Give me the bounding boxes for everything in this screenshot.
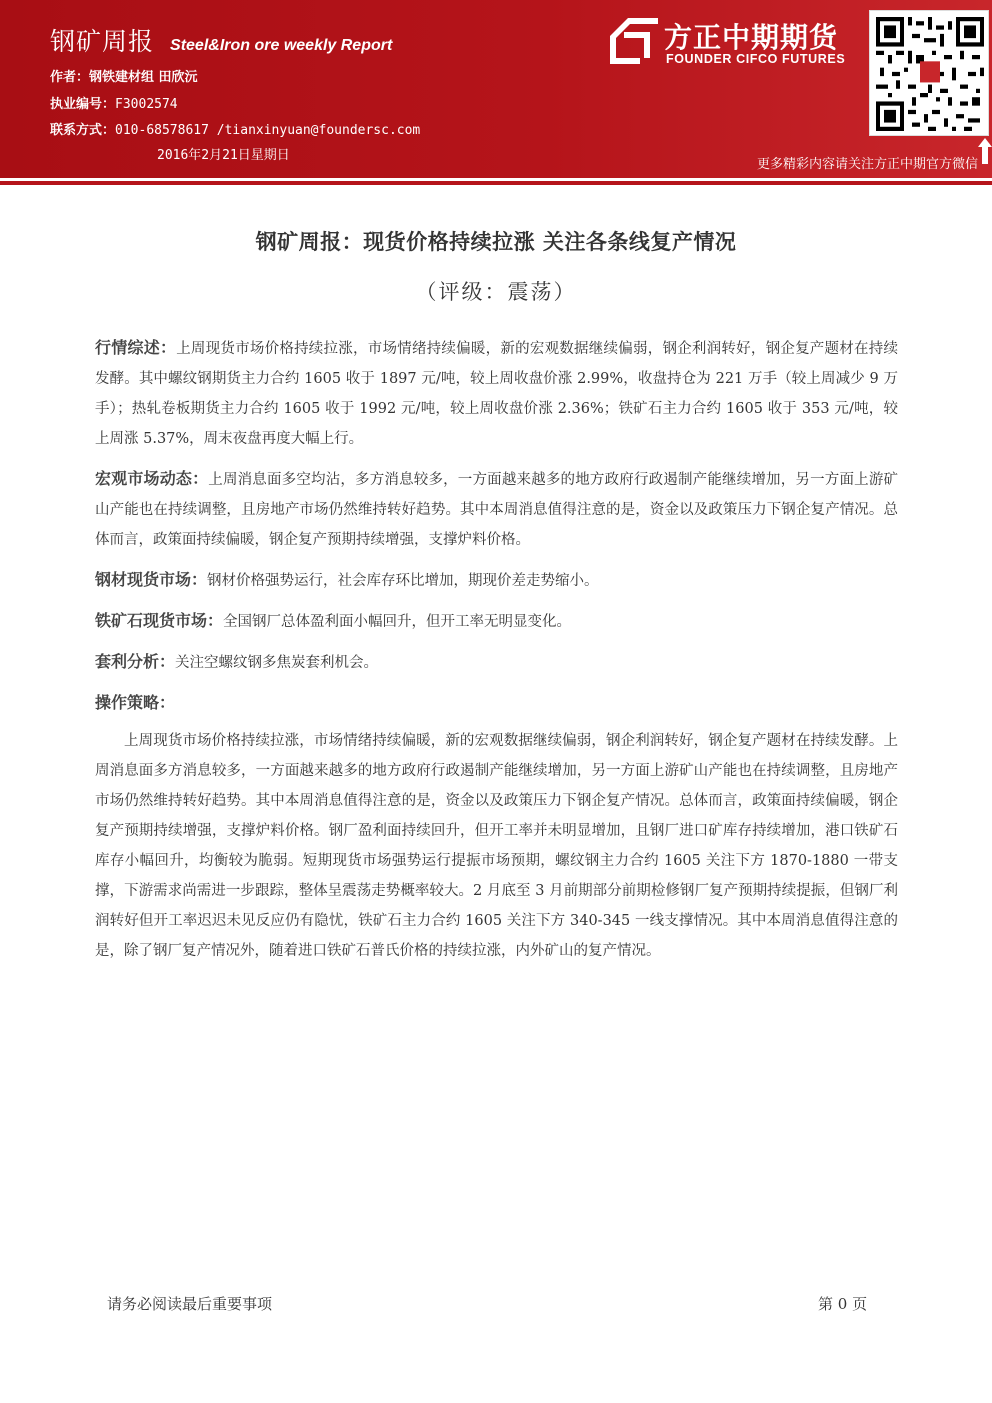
ore-spot-heading: 铁矿石现货市场： <box>95 611 224 630</box>
macro-dynamics <box>95 464 898 555</box>
page-number: 第 0 页 <box>818 1295 868 1313</box>
contact-line <box>50 119 420 138</box>
report-name-cn: 钢矿周报 <box>50 27 155 56</box>
license-label: 执业编号： <box>50 97 116 112</box>
corner-arrow-icon <box>978 138 992 164</box>
report-body <box>95 333 898 976</box>
report-name-en: Steel&Iron ore weekly Report <box>170 37 393 54</box>
ore-spot-text: 全国钢厂总体盈利面小幅回升，但开工率无明显变化。 <box>223 614 572 630</box>
license-line <box>50 93 178 112</box>
ore-spot-market <box>95 606 898 637</box>
arbitrage-analysis <box>95 647 898 678</box>
contact-label: 联系方式： <box>50 123 116 138</box>
header-rule-red <box>0 181 992 185</box>
logo-text-cn: 方正中期期货 <box>664 21 839 54</box>
strategy-text: 上周现货市场价格持续拉涨，市场情绪持续偏暖，新的宏观数据继续偏弱，钢企利润转好，钢企复产题材在持续发酵。上周消息面多方消息较多，一方面越来越多的地方政府行政遏制产能继续增加，另一方面上游矿山产能也在持续调整，且房地产市场仍然维持转好趋势。其中本周消息值得注意的是，资金以及政策压力下钢企复产情况。总体而言，政策面持续偏暖，钢企复产预期持续增强，支撑炉料价格。钢厂盈利面持续回升，但开工率并未明显增加，且钢厂进口矿库存持续增加，港口铁矿石库存小幅回升，均衡较为脆弱。短期现货市场强势运行提振市场预期，螺纹钢主力合约 1605 关注下方 1870-1880 一带支撑，下游需求尚需进一步跟踪，整体呈震荡走势概率较大。2 月底至 3 月前期部分前期检修钢厂复产预期持续提振，但钢厂利润转好但开工率迟迟未见反应仍有隐忧，铁矿石主力合约 1605 关注下方 340-345 一线支撑情况。其中本周消息值得注意的是，除了钢厂复产情况外，随着进口铁矿石普氏价格的持续拉涨，内外矿山的复产情况。 <box>95 733 898 959</box>
company-logo <box>610 18 865 70</box>
author-value: 钢铁建材组 田欣沅 <box>89 70 198 85</box>
market-overview <box>95 333 898 454</box>
contact-value: 010-68578617 /tianxinyuan@foundersc.com <box>115 123 421 138</box>
arbitrage-heading: 套利分析： <box>95 652 176 671</box>
logo-mark-icon <box>610 18 658 64</box>
qr-caption: 更多精彩内容请关注方正中期官方微信 <box>756 157 978 172</box>
wechat-qr-code <box>869 10 989 136</box>
rating: （评级：震荡） <box>415 280 577 304</box>
logo-text-en: FOUNDER CIFCO FUTURES <box>666 52 846 66</box>
strategy-section <box>95 688 898 966</box>
macro-dynamics-heading: 宏观市场动态： <box>95 469 209 488</box>
steel-spot-text: 钢材价格强势运行，社会库存环比增加，期现价差走势缩小。 <box>207 573 599 589</box>
steel-spot-heading: 钢材现货市场： <box>95 570 208 589</box>
macro-dynamics-text: 上周消息面多空均沾，多方消息较多，一方面越来越多的地方政府行政遏制产能继续增加，另一方面上游矿山产能也在持续调整，且房地产市场仍然维持转好趋势。其中本周消息值得注意的是，资金以及政策压力下钢企复产情况。总体而言，政策面持续偏暖，钢企复产预期持续增强，支撑炉料价格。 <box>95 472 898 548</box>
author-label: 作者： <box>50 70 90 85</box>
footer-notice: 请务必阅读最后重要事项 <box>107 1295 273 1313</box>
qr-code-icon <box>876 17 984 131</box>
report-name <box>50 22 392 58</box>
document-title: 钢矿周报：现货价格持续拉涨 关注各条线复产情况 <box>255 230 737 254</box>
steel-spot-market <box>95 565 898 596</box>
report-header-band <box>0 0 992 178</box>
header-rule <box>0 178 992 180</box>
license-value: F3002574 <box>115 97 178 112</box>
report-date: 2016年2月21日星期日 <box>157 148 290 163</box>
author-line <box>50 66 198 85</box>
market-overview-heading: 行情综述： <box>95 338 177 357</box>
strategy-heading: 操作策略： <box>95 693 176 712</box>
market-overview-text: 上周现货市场价格持续拉涨，市场情绪持续偏暖，新的宏观数据继续偏弱，钢企利润转好，钢企复产题材在持续发酵。其中螺纹钢期货主力合约 1605 收于 1897 元/吨，较上周收盘价涨 2.99%，收盘持仓为 221 万手（较上周减少 9 万手）；热轧卷板期货主力合约 1605 收于 1992 元/吨，较上周收盘价涨 2.36%；铁矿石主力合约 1605 收于 353 元/吨，较上周涨 5.37%，周末夜盘再度大幅上行。 <box>95 341 898 447</box>
arbitrage-text: 关注空螺纹钢多焦炭套利机会。 <box>175 655 379 671</box>
